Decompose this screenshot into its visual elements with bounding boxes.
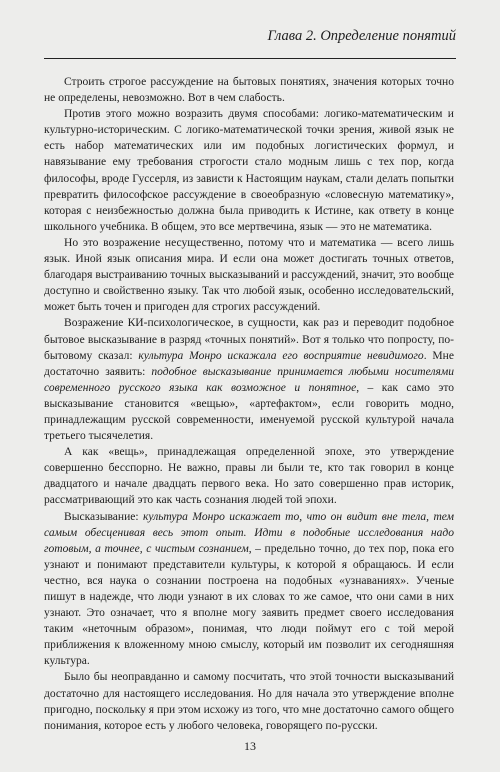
text-run: А как «вещь», принадлежащая определенной эпохе, это утверждение совершенно бесспорно. Не важно, правы ли были те, кто так говорил в конце двадцатого и начале двадцать первого века. Но зато совершенно прав историк, рассматривающий это как часть сознания людей той эпохи.: [44, 446, 454, 507]
italic-text: подобное высказывание принимается любыми носителями современного русского языка как возможное и понятное: [44, 365, 454, 394]
italic-text: культура Монро искажала его восприятие невидимого: [138, 349, 424, 362]
text-run: Строить строгое рассуждение на бытовых понятиях, значения которых точно не определены, невозможно. Вот в чем слабость.: [44, 76, 454, 105]
paragraph: [44, 669, 454, 733]
page-number: 13: [244, 739, 256, 753]
text-run: Высказывание:: [64, 510, 144, 523]
running-header: Глава 2. Определение понятий: [267, 28, 456, 44]
paragraph: [44, 235, 454, 315]
header-divider: [44, 58, 456, 59]
text-run: Возражение КИ-психологическое, в сущности, как раз и переводит подобное бытовое высказывание в разряд «точных понятий». Вот я только что попросту, по-бытовому сказал:: [44, 317, 454, 362]
paragraph: [44, 74, 454, 106]
paragraph: [44, 509, 454, 670]
paragraph: [44, 444, 454, 508]
paragraph: [44, 315, 454, 444]
text-run: Но это возражение несущественно, потому что и математика — всего лишь язык. Иной язык описания мира. И если она может достигать точных ответов, благодаря выстраиванию точных высказываний и рассуждений, значит, это вообще доступно и свойственно языку. Так что любой язык, особенно исследовательский, может быть точен и пригоден для строгих рассуждений.: [44, 236, 454, 314]
text-run: Было бы неоправданно и самому посчитать, что этой точности высказываний достаточно для настоящего исследования. Но для начала это утверждение вполне пригодно, поскольку я при этом исхожу из того, что мне достаточно самого общего понимания, которое есть у любого человека, говорящего по-русски.: [44, 671, 454, 732]
text-run: , – предельно точно, до тех пор, пока его узнают и понимают представители культуры, к которой я обращаюсь. И если честно, вся наука о сознании построена на подобных «узнаваниях». Ученые пишут в надежде, что люди узнают в их словах то же самое, что они сами в них узнают. Это означает, что я вполне могу заявить предмет своего исследования таким «неточным образом», понимая, что люди поймут его с той мерой приближения к вложенному мною смыслу, который им позволит их сегодняшняя культура.: [44, 542, 454, 668]
text-run: Против этого можно возразить двумя способами: логико-математическим и культурно-историческим. С логико-математической точки зрения, живой язык не есть набор математических или им подобных логистических формул, и навязывание ему требования строгости стало модным лишь с тех пор, когда философы, вроде Гуссерля, из зависти к Настоящим наукам, стали делать попытки превратить философское рассуждение в своеобразную «словесную математику», которая с неизбежностью должна была приводить к Истине, как ответу в конце школьного учебника. В общем, это все мертвечина, язык — это не математика.: [44, 108, 454, 233]
text-run: . Мне достаточно заявить:: [44, 349, 454, 378]
text-run: , – как само это высказывание становится «вещью», «артефактом», если говорить модно, принадлежащим русской современности, именуемой русской культурой начала третьего тысячелетия.: [44, 381, 454, 443]
paragraph: [44, 106, 454, 235]
italic-text: культура Монро искажает то, что он видит вне тела, тем самым обесценивая весь этот опыт. Идти в подобные исследования надо готовым, а точнее, с чистым сознанием: [44, 510, 455, 555]
page-body: [44, 74, 454, 734]
